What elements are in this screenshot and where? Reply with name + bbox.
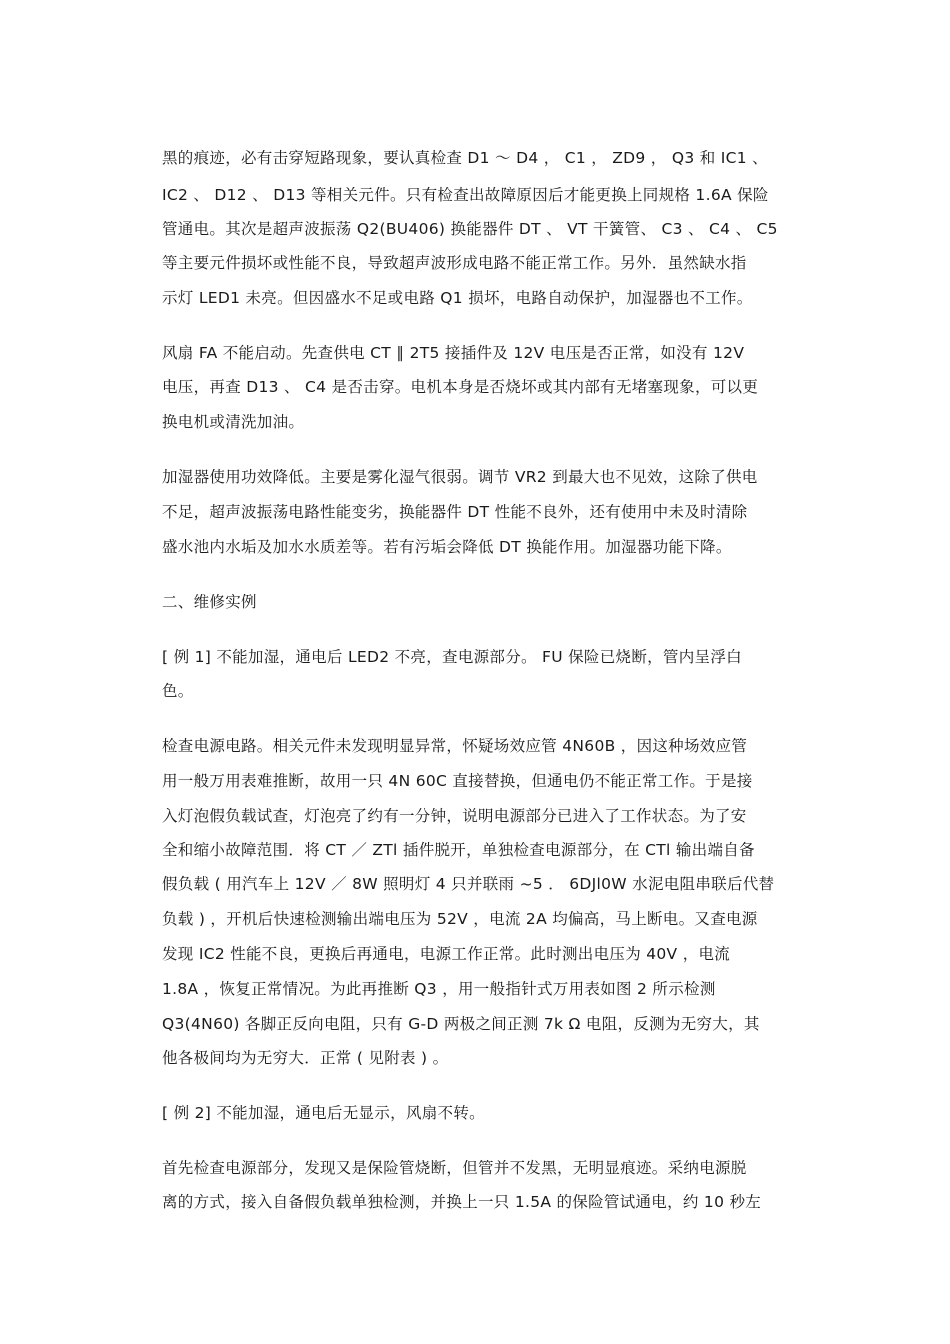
text-line: IC2 、 D12 、 D13 等相关元件。只有检查出故障原因后才能更换上同规格 1.6A 保险 bbox=[162, 186, 769, 204]
text-line: 1.8A ，恢复正常情况。为此再推断 Q3 ，用一般指针式万用表如图 2 所示检测 bbox=[162, 980, 716, 998]
text-line: 盛水池内水垢及加水水质差等。若有污垢会降低 DT 换能作用。加湿器功能下降。 bbox=[162, 538, 732, 556]
text-line: 换电机或清洗加油。 bbox=[162, 413, 305, 431]
text-line: 示灯 LED1 未亮。但因盛水不足或电路 Q1 损坏，电路自动保护，加湿器也不工作。 bbox=[162, 289, 753, 307]
text-line: Q3(4N60) 各脚正反向电阻，只有 G-D 两极之间正测 7k Ω 电阻，反测为无穷大，其 bbox=[162, 1015, 760, 1033]
text-line: 全和缩小故障范围．将 CT ／ ZTl 插件脱开，单独检查电源部分，在 CTl 输出端自备 bbox=[162, 841, 755, 859]
text-line: 二、维修实例 bbox=[162, 593, 257, 611]
text-line: 入灯泡假负载试查，灯泡亮了约有一分钟，说明电源部分已进入了工作状态。为了安 bbox=[162, 807, 747, 825]
text-line: 等主要元件损坏或性能不良，导致超声波形成电路不能正常工作。另外．虽然缺水指 bbox=[162, 254, 747, 272]
text-line: 风扇 FA 不能启动。先查供电 CT ∥ 2T5 接插件及 12V 电压是否正常，如没有 12V bbox=[162, 344, 745, 362]
text-line: 检查电源电路。相关元件未发现明显异常，怀疑场效应管 4N60B ，因这种场效应管 bbox=[162, 737, 748, 755]
text-line: 假负载 ( 用汽车上 12V ／ 8W 照明灯 4 只并联雨 ~5 ． 6DJl0W 水泥电阻串联后代替 bbox=[162, 875, 775, 893]
text-line: 他各极间均为无穷大．正常 ( 见附表 ) 。 bbox=[162, 1049, 449, 1067]
text-line: 色。 bbox=[162, 682, 194, 700]
text-line: 发现 IC2 性能不良，更换后再通电，电源工作正常。此时测出电压为 40V ，电流 bbox=[162, 945, 731, 963]
text-line: 不足，超声波振荡电路性能变劣，换能器件 DT 性能不良外，还有使用中未及时清除 bbox=[162, 503, 748, 521]
text-line: 黑的痕迹，必有击穿短路现象，要认真检查 D1 ～ D4 ， C1 ， ZD9 ， Q3 和 IC1 、 bbox=[162, 149, 768, 167]
text-line: [ 例 2] 不能加湿，通电后无显示，风扇不转。 bbox=[162, 1104, 485, 1122]
text-line: 管通电。其次是超声波振荡 Q2(BU406) 换能器件 DT 、 VT 干簧管、 C3 、 C4 、 C5 bbox=[162, 220, 778, 238]
text-line: 加湿器使用功效降低。主要是雾化湿气很弱。调节 VR2 到最大也不见效，这除了供电 bbox=[162, 468, 758, 486]
text-line: 负载 ) ，开机后快速检测输出端电压为 52V ，电流 2A 均偏高，马上断电。又查电源 bbox=[162, 910, 758, 928]
text-line: 用一般万用表难推断，故用一只 4N 60C 直接替换，但通电仍不能正常工作。于是接 bbox=[162, 772, 753, 790]
text-line: 电压，再查 D13 、 C4 是否击穿。电机本身是否烧坏或其内部有无堵塞现象，可以更 bbox=[162, 378, 759, 396]
text-line: [ 例 1] 不能加湿，通电后 LED2 不亮，查电源部分。 FU 保险已烧断，管内呈浮白 bbox=[162, 648, 742, 666]
text-line: 首先检查电源部分，发现又是保险管烧断，但管并不发黑，无明显痕迹。采纳电源脱 bbox=[162, 1159, 747, 1177]
text-line: 离的方式，接入自备假负载单独检测，并换上一只 1.5A 的保险管试通电，约 10 秒左 bbox=[162, 1193, 762, 1211]
